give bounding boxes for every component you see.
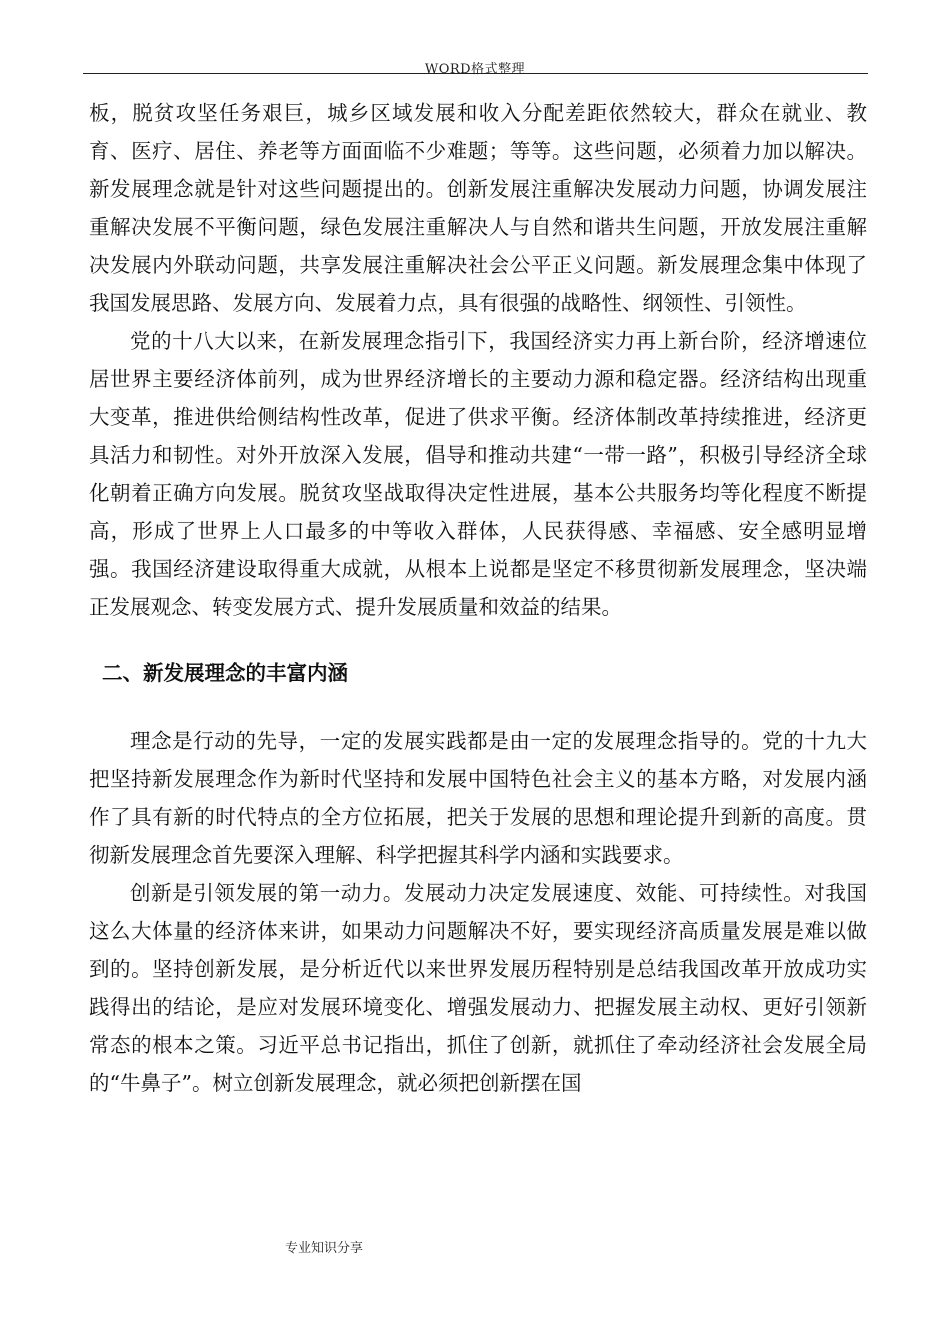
paragraph-3: 理念是行动的先导，一定的发展实践都是由一定的发展理念指导的。党的十九大把坚持新发展理念作为新时代坚持和发展中国特色社会主义的基本方略，对发展内涵作了具有新的时代特点的全方位拓展，把关于发展的思想和理论提升到新的高度。贯彻新发展理念首先要深入理解、科学把握其科学内涵和实践要求。 bbox=[89, 729, 867, 867]
page-header: WORD格式整理 bbox=[424, 62, 526, 77]
header-divider bbox=[83, 73, 868, 74]
paragraph-4: 创新是引领发展的第一动力。发展动力决定发展速度、效能、可持续性。对我国这么大体量的经济体来讲，如果动力问题解决不好，要实现经济高质量发展是难以做到的。坚持创新发展，是分析近代以来世界发展历程特别是总结我国改革开放成功实践得出的结论，是应对发展环境变化、增强发展动力、把握发展主动权、更好引领新常态的根本之策。习近平总书记指出，抓住了创新，就抓住了牵动经济社会发展全局的“牛鼻子”。树立创新发展理念，就必须把创新摆在国 bbox=[89, 881, 867, 1095]
document-body bbox=[89, 94, 867, 1102]
paragraph-2: 党的十八大以来，在新发展理念指引下，我国经济实力再上新台阶，经济增速位居世界主要经济体前列，成为世界经济增长的主要动力源和稳定器。经济结构出现重大变革，推进供给侧结构性改革，促进了供求平衡。经济体制改革持续推进，经济更具活力和韧性。对外开放深入发展，倡导和推动共建“一带一路”，积极引导经济全球化朝着正确方向发展。脱贫攻坚战取得决定性进展，基本公共服务均等化程度不断提高，形成了世界上人口最多的中等收入群体，人民获得感、幸福感、安全感明显增强。我国经济建设取得重大成就，从根本上说都是坚定不移贯彻新发展理念，坚决端正发展观念、转变发展方式、提升发展质量和效益的结果。 bbox=[89, 329, 867, 619]
paragraph-1: 板，脱贫攻坚任务艰巨，城乡区域发展和收入分配差距依然较大，群众在就业、教育、医疗、居住、养老等方面面临不少难题；等等。这些问题，必须着力加以解决。新发展理念就是针对这些问题提出的。创新发展注重解决发展动力问题，协调发展注重解决发展不平衡问题，绿色发展注重解决人与自然和谐共生问题，开放发展注重解决发展内外联动问题，共享发展注重解决社会公平正义问题。新发展理念集中体现了我国发展思路、发展方向、发展着力点，具有很强的战略性、纲领性、引领性。 bbox=[89, 101, 867, 315]
page-footer: 专业知识分享 bbox=[285, 1241, 364, 1256]
section-heading: 二、新发展理念的丰富内涵 bbox=[102, 661, 348, 685]
